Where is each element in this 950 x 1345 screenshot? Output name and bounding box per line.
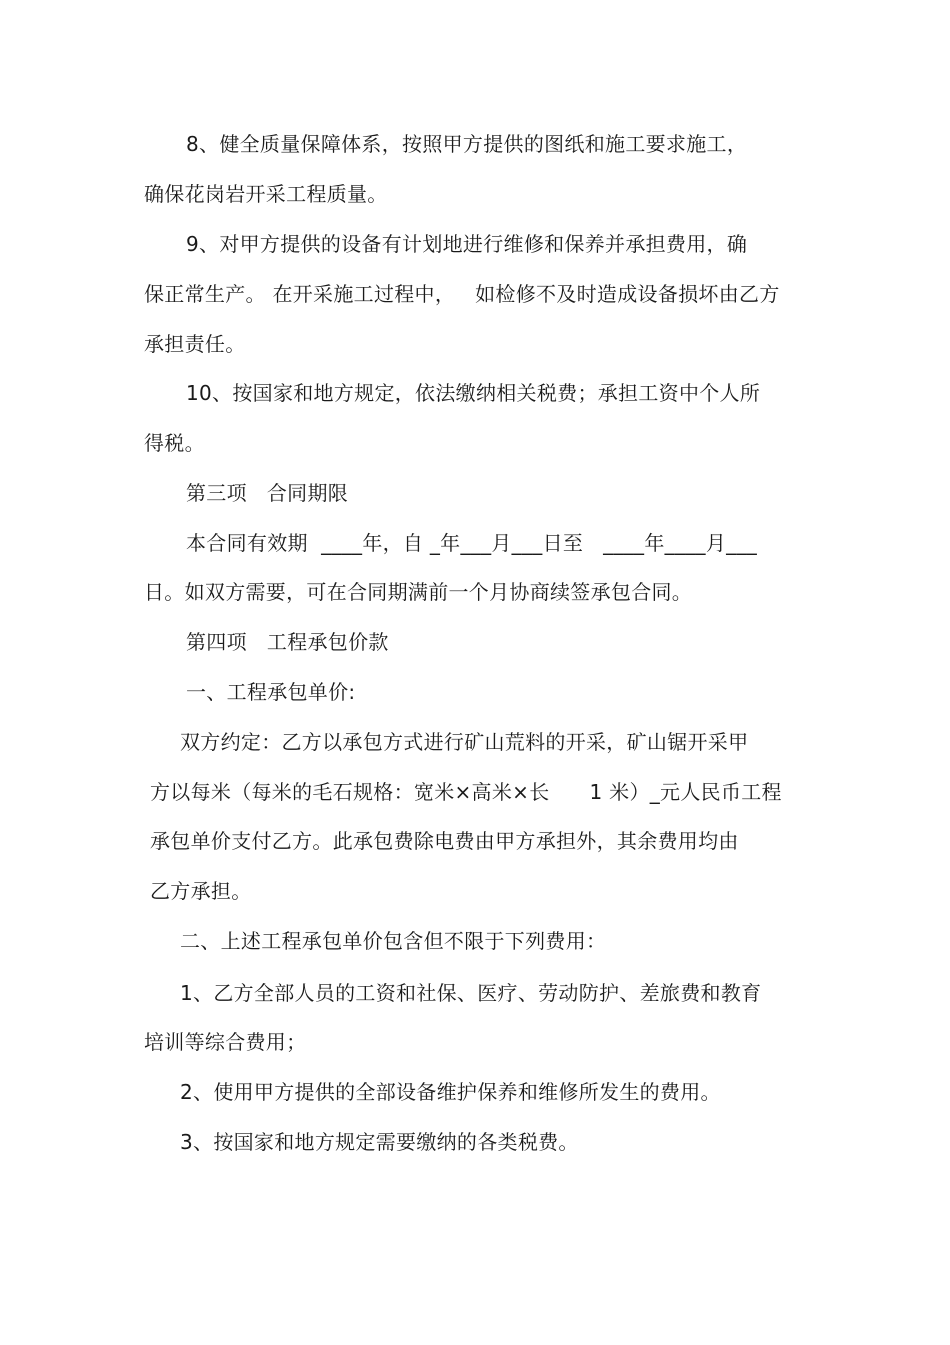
agreement-line-2: 方以每米（每米的毛石规格：宽米×高米×长 1 米）_元人民币工程	[150, 780, 782, 804]
clause-8-line-1: 8、健全质量保障体系，按照甲方提供的图纸和施工要求施工，	[186, 132, 748, 156]
agreement-line-1: 双方约定：乙方以承包方式进行矿山荒料的开采，矿山锯开采甲	[180, 730, 749, 754]
fee-item-1-line-1: 1、乙方全部人员的工资和社保、医疗、劳动防护、差旅费和教育	[180, 981, 762, 1005]
fee-item-2: 2、使用甲方提供的全部设备维护保养和维修所发生的费用。	[180, 1080, 721, 1104]
clause-9-line-3: 承担责任。	[144, 332, 246, 356]
fee-item-3: 3、按国家和地方规定需要缴纳的各类税费。	[180, 1130, 579, 1154]
section-3-heading: 第三项 合同期限	[186, 481, 349, 505]
section-4-heading: 第四项 工程承包价款	[186, 630, 389, 654]
fee-item-1-line-2: 培训等综合费用；	[144, 1030, 307, 1054]
agreement-line-4: 乙方承担。	[150, 879, 252, 903]
clause-9-line-2: 保正常生产。 在开采施工过程中， 如检修不及时造成设备损坏由乙方	[144, 282, 780, 306]
agreement-line-3: 承包单价支付乙方。此承包费除电费由甲方承担外，其余费用均由	[150, 829, 739, 853]
subsection-2-heading: 二、上述工程承包单价包含但不限于下列费用：	[180, 929, 607, 953]
clause-10-line-1: 10、按国家和地方规定，依法缴纳相关税费；承担工资中个人所	[186, 381, 761, 405]
subsection-1-heading: 一、工程承包单价:	[186, 680, 356, 704]
term-line-1: 本合同有效期 ____年，自 _年___月___日至 ____年____月___	[186, 531, 758, 555]
clause-8-line-2: 确保花岗岩开采工程质量。	[144, 182, 388, 206]
term-line-2: 日。如双方需要，可在合同期满前一个月协商续签承包合同。	[144, 580, 693, 604]
clause-10-line-2: 得税。	[144, 431, 205, 455]
clause-9-line-1: 9、对甲方提供的设备有计划地进行维修和保养并承担费用，确	[186, 232, 748, 256]
